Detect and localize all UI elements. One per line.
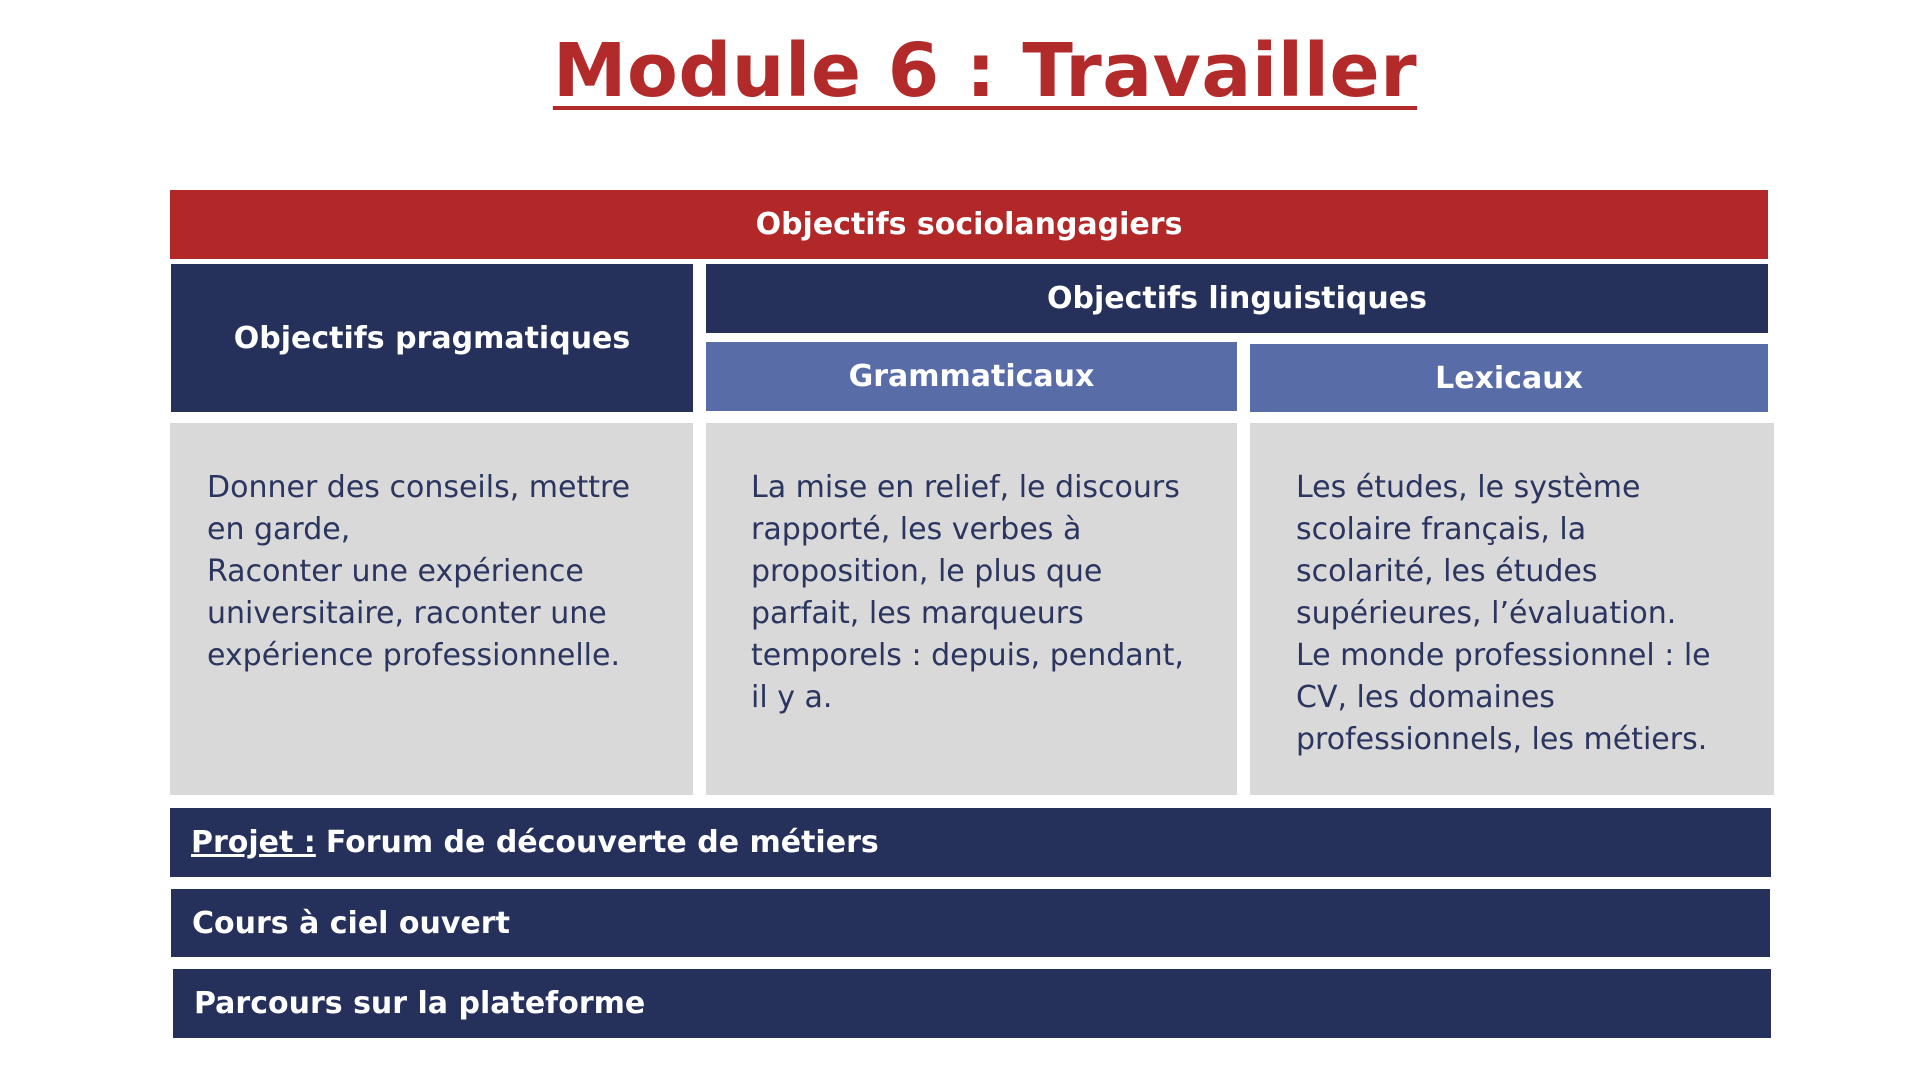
page-title: Module 6 : Travailler	[552, 28, 1418, 114]
content-pragmatiques	[170, 423, 693, 795]
projet-text: Forum de découverte de métiers	[325, 825, 879, 860]
content-grammaticaux	[706, 423, 1237, 795]
content-lexicaux-text	[1296, 467, 1724, 761]
parcours-bar	[173, 969, 1771, 1038]
content-lexicaux	[1250, 423, 1774, 795]
header-objectifs-pragmatiques: Objectifs pragmatiques	[171, 264, 693, 412]
lexicaux-line: Les études, le système scolaire français, la scolarité, les études supérieures, l’évaluation.	[1296, 470, 1677, 631]
subheader-lexicaux: Lexicaux	[1250, 344, 1768, 412]
projet-label: Projet :	[191, 825, 316, 860]
header-objectifs-sociolangagiers: Objectifs sociolangagiers	[170, 190, 1768, 259]
cours-bar	[171, 889, 1770, 957]
content-pragmatiques-text	[207, 467, 663, 677]
pragmatiques-line: Donner des conseils, mettre en garde,	[207, 470, 631, 547]
header-objectifs-linguistiques: Objectifs linguistiques	[706, 264, 1768, 333]
pragmatiques-line: Raconter une expérience universitaire, raconter une expérience professionnelle.	[207, 554, 620, 673]
grammaticaux-line: La mise en relief, le discours rapporté, les verbes à proposition, le plus que parfait, les marqueurs temporels : depuis, pendant, il y a.	[751, 470, 1184, 715]
content-grammaticaux-text	[751, 467, 1207, 719]
cours-text: Cours à ciel ouvert	[192, 905, 510, 941]
parcours-text: Parcours sur la plateforme	[194, 986, 646, 1021]
projet-bar	[170, 808, 1771, 877]
lexicaux-line: Le monde professionnel : le CV, les domaines professionnels, les métiers.	[1296, 638, 1711, 757]
subheader-grammaticaux: Grammaticaux	[706, 342, 1237, 411]
